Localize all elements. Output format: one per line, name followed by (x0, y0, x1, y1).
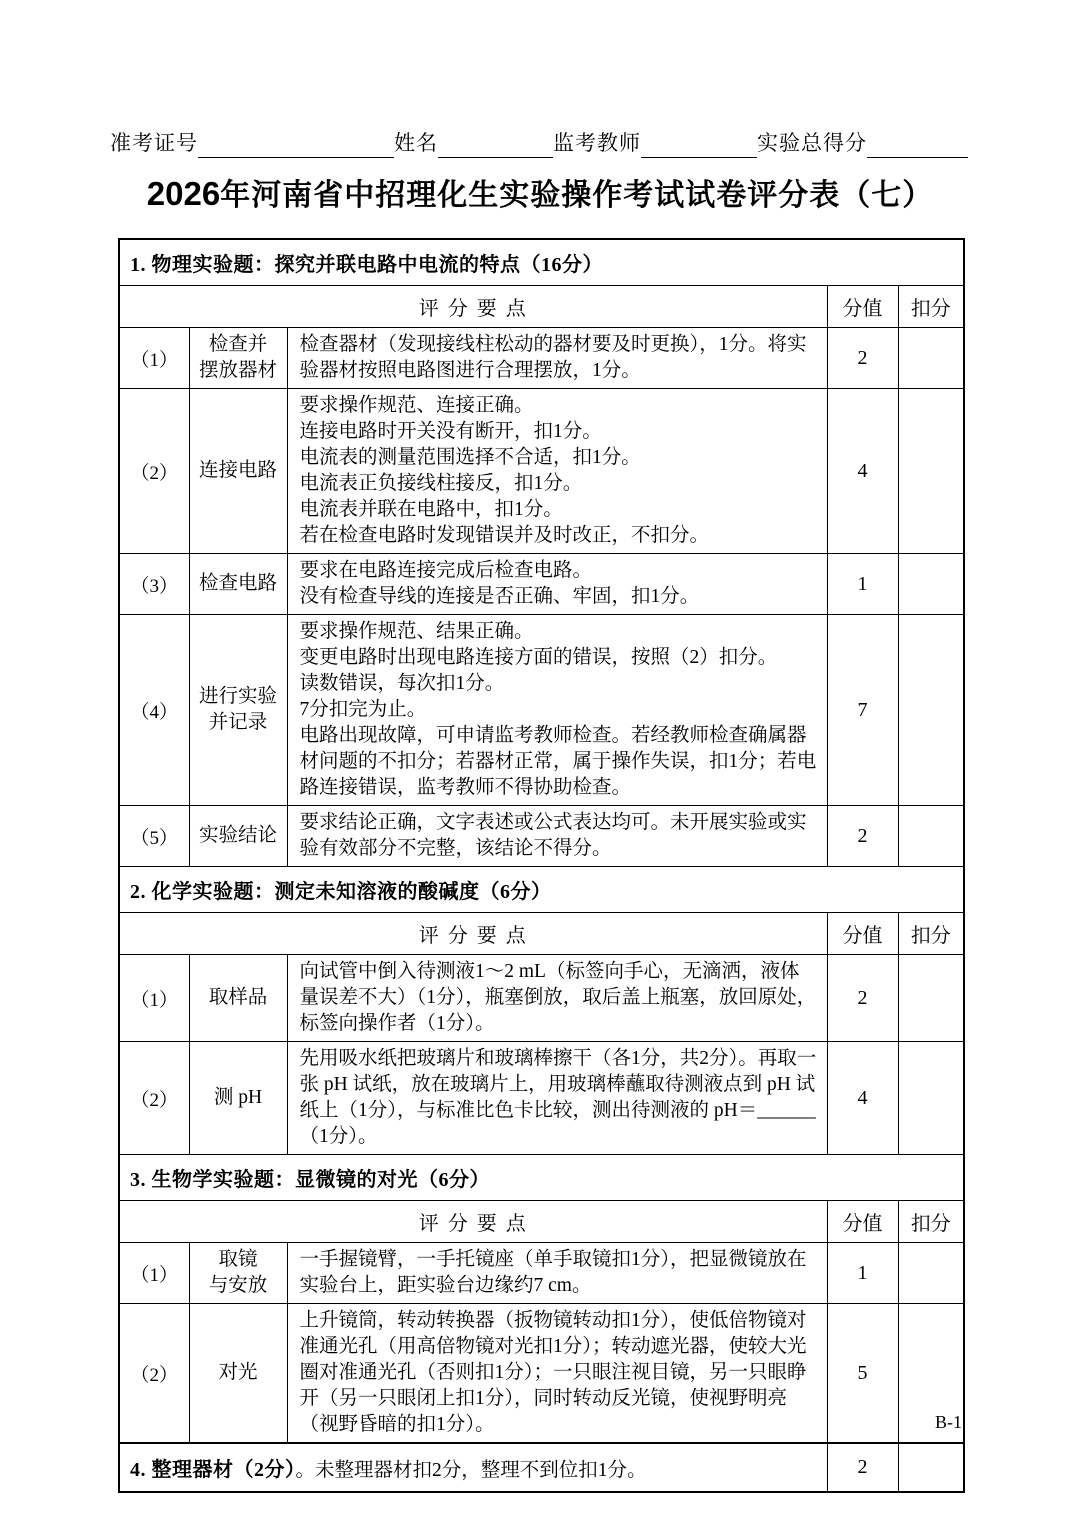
final-row (119, 1443, 964, 1492)
description-line: 要求结论正确，文字表述或公式表达均可。未开展实验或实验有效部分不完整，该结论不得分。 (299, 812, 807, 859)
score-table-body (119, 239, 964, 1492)
row-deduction (898, 1042, 964, 1155)
description-line: 一手握镜臂，一手托镜座（单手取镜扣1分），把显微镜放在实验台上，距实验台边缘约7 cm。 (299, 1249, 807, 1296)
category-line: 实验结论 (198, 825, 277, 846)
row-deduction (898, 1243, 964, 1304)
row-description (287, 1304, 827, 1444)
row-deduction (898, 955, 964, 1042)
row-number: （3） (119, 554, 189, 615)
row-description (287, 955, 827, 1042)
row-category (189, 1243, 287, 1304)
title-year: 2026 (146, 175, 221, 212)
points-header: 评 分 要 点 (119, 286, 827, 328)
final-row-score: 2 (827, 1443, 898, 1492)
row-score: 2 (827, 806, 898, 867)
criteria-header-row (119, 286, 964, 328)
row-deduction (898, 389, 964, 554)
score-column-header: 分值 (827, 913, 898, 955)
description-line: 向试管中倒入待测液1～2 mL（标签向手心，无滴洒，液体量误差不大）（1分），瓶塞倒放，取后盖上瓶塞，放回原处，标签向操作者（1分）。 (299, 961, 817, 1034)
row-score: 5 (827, 1304, 898, 1444)
page-number: B-1 (935, 1412, 962, 1432)
criteria-row (119, 554, 964, 615)
score-table (118, 238, 965, 1493)
row-category (189, 615, 287, 806)
row-description (287, 806, 827, 867)
row-number: （1） (119, 955, 189, 1042)
row-score: 4 (827, 1042, 898, 1155)
row-deduction (898, 806, 964, 867)
criteria-row (119, 389, 964, 554)
section-title-row (119, 867, 964, 913)
category-line: 与安放 (208, 1275, 268, 1296)
row-category (189, 955, 287, 1042)
description-line: 没有检查导线的连接是否正确、牢固，扣1分。 (299, 586, 700, 607)
row-description (287, 1243, 827, 1304)
criteria-row (119, 1304, 964, 1444)
fill-in-header (110, 128, 968, 158)
final-row-text: 。未整理器材扣2分，整理不到位扣1分。 (295, 1460, 647, 1481)
section-title-row (119, 1155, 964, 1201)
row-description (287, 615, 827, 806)
description-line: 读数错误，每次扣1分。 (299, 673, 505, 694)
row-score: 1 (827, 1243, 898, 1304)
category-line: 连接电路 (198, 460, 277, 481)
description-line: 电路出现故障，可申请监考教师检查。若经教师检查确属器材问题的不扣分；若器材正常，属于操作失误，扣1分；若电路连接错误，监考教师不得协助检查。 (299, 725, 817, 798)
category-line: 测 pH (213, 1087, 263, 1108)
criteria-row (119, 615, 964, 806)
row-category (189, 1042, 287, 1155)
total-score-label: 实验总得分 (757, 131, 867, 155)
category-line: 检查并 (208, 334, 268, 355)
criteria-row (119, 955, 964, 1042)
exam-number-label: 准考证号 (110, 131, 198, 155)
criteria-header-row (119, 1201, 964, 1243)
row-description (287, 328, 827, 389)
final-row-deduction (898, 1443, 964, 1492)
description-line: 检查器材（发现接线柱松动的器材要及时更换），1分。将实验器材按照电路图进行合理摆放，1分。 (299, 334, 807, 381)
category-line: 并记录 (208, 712, 268, 733)
final-row-description (119, 1443, 827, 1492)
row-number: （2） (119, 389, 189, 554)
row-number: （4） (119, 615, 189, 806)
category-line: 取样品 (208, 987, 268, 1008)
row-score: 4 (827, 389, 898, 554)
category-line: 取镜 (218, 1249, 258, 1270)
row-score: 1 (827, 554, 898, 615)
row-score: 2 (827, 955, 898, 1042)
row-category (189, 1304, 287, 1444)
row-number: （2） (119, 1304, 189, 1444)
row-description (287, 389, 827, 554)
row-description (287, 1042, 827, 1155)
description-line: 若在检查电路时发现错误并及时改正，不扣分。 (299, 525, 710, 546)
points-header: 评 分 要 点 (119, 913, 827, 955)
criteria-row (119, 1042, 964, 1155)
row-number: （1） (119, 1243, 189, 1304)
total-score-blank (867, 130, 968, 158)
row-score: 2 (827, 328, 898, 389)
section-title-row (119, 239, 964, 286)
description-line: 7分扣完为止。 (299, 699, 427, 720)
criteria-row (119, 328, 964, 389)
criteria-row (119, 1243, 964, 1304)
criteria-row (119, 806, 964, 867)
section-title: 2. 化学实验题：测定未知溶液的酸碱度（6分） (119, 867, 964, 913)
description-line: 电流表的测量范围选择不合适，扣1分。 (299, 447, 641, 468)
score-column-header: 分值 (827, 1201, 898, 1243)
deduction-column-header: 扣分 (898, 913, 964, 955)
row-deduction (898, 554, 964, 615)
description-line: 要求在电路连接完成后检查电路。 (299, 560, 593, 581)
row-category (189, 806, 287, 867)
section-title: 1. 物理实验题：探究并联电路中电流的特点（16分） (119, 239, 964, 286)
category-line: 对光 (218, 1362, 258, 1383)
exam-number-blank (198, 130, 394, 158)
category-line: 进行实验 (198, 686, 277, 707)
category-line: 检查电路 (198, 573, 277, 594)
proctor-label: 监考教师 (553, 131, 641, 155)
category-line: 摆放器材 (198, 360, 277, 381)
row-number: （2） (119, 1042, 189, 1155)
student-name-blank (438, 130, 553, 158)
row-category (189, 328, 287, 389)
points-header: 评 分 要 点 (119, 1201, 827, 1243)
description-line: 要求操作规范、连接正确。 (299, 395, 534, 416)
title-text: 年河南省中招理化生实验操作考试试卷评分表（七） (220, 179, 934, 212)
row-category (189, 554, 287, 615)
description-line: 电流表并联在电路中，扣1分。 (299, 499, 563, 520)
proctor-blank (641, 130, 757, 158)
row-deduction (898, 328, 964, 389)
row-description (287, 554, 827, 615)
criteria-header-row (119, 913, 964, 955)
deduction-column-header: 扣分 (898, 1201, 964, 1243)
description-line: 电流表正负接线柱接反，扣1分。 (299, 473, 583, 494)
row-number: （5） (119, 806, 189, 867)
row-deduction (898, 615, 964, 806)
final-row-bold-label: 4. 整理器材（2分） (130, 1459, 296, 1481)
deduction-column-header: 扣分 (898, 286, 964, 328)
description-line: 变更电路时出现电路连接方面的错误，按照（2）扣分。 (299, 647, 778, 668)
section-title: 3. 生物学实验题：显微镜的对光（6分） (119, 1155, 964, 1201)
score-column-header: 分值 (827, 286, 898, 328)
row-score: 7 (827, 615, 898, 806)
student-name-label: 姓名 (394, 131, 438, 155)
page-title (0, 170, 1080, 214)
description-line: 连接电路时开关没有断开，扣1分。 (299, 421, 602, 442)
description-line: 上升镜筒，转动转换器（扳物镜转动扣1分），使低倍物镜对准通光孔（用高倍物镜对光扣1分）；转动遮光器，使较大光圈对准通光孔（否则扣1分）；一只眼注视目镜，另一只眼睁开（另一只眼闭上扣1分），同时转动反光镜，使视野明亮（视野昏暗的扣1分）。 (299, 1310, 807, 1435)
description-line: 先用吸水纸把玻璃片和玻璃棒擦干（各1分，共2分）。再取一张 pH 试纸，放在玻璃片上，用玻璃棒蘸取待测液点到 pH 试纸上（1分），与标准比色卡比较，测出待测液的 pH＝______（1分）。 (299, 1048, 817, 1147)
description-line: 要求操作规范、结果正确。 (299, 621, 534, 642)
row-category (189, 389, 287, 554)
row-number: （1） (119, 328, 189, 389)
